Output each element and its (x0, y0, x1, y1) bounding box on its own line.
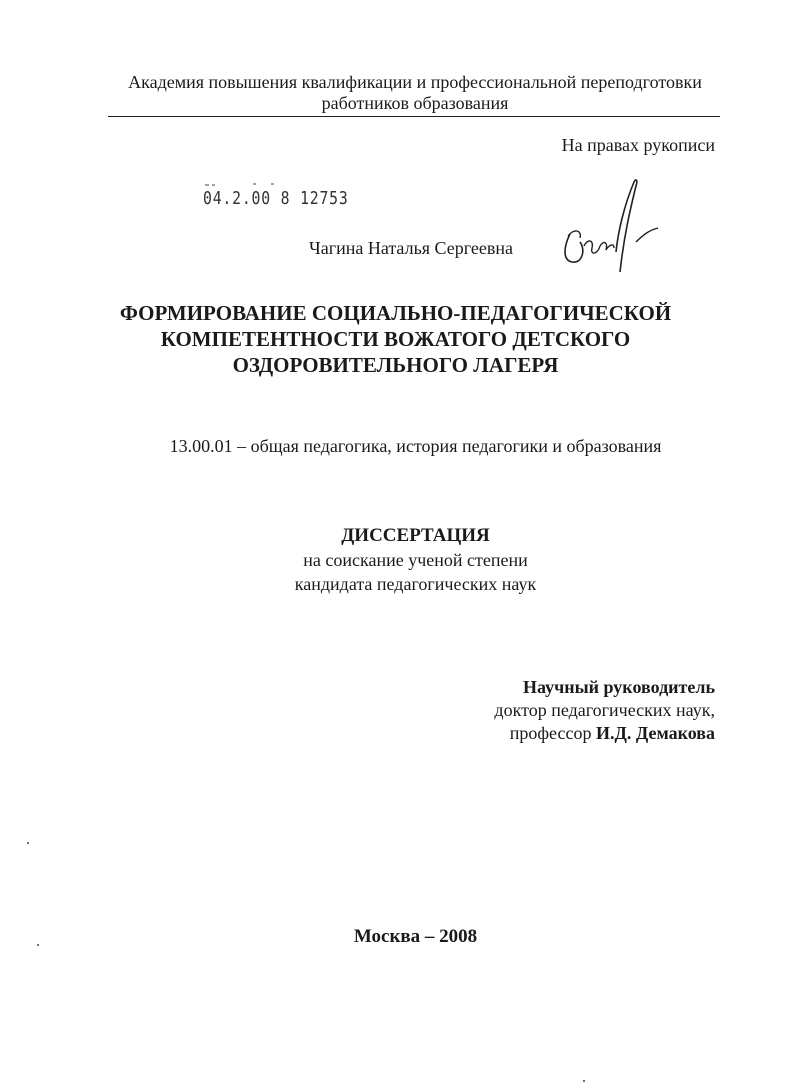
institution-line-1: Академия повышения квалификации и профессиональной переподготовки (128, 72, 702, 92)
scan-speck (37, 944, 39, 946)
dissertation-title (80, 300, 711, 378)
city-year: Москва – 2008 (353, 926, 478, 947)
scan-speck (27, 842, 29, 844)
archive-stamp-number: 04.2.00 8 12753 (203, 188, 349, 209)
stamp-marks-icon (203, 181, 303, 187)
supervisor-rank-name (355, 722, 715, 745)
rights-note: На правах рукописи (561, 135, 715, 155)
institution-underline (108, 116, 720, 117)
institution-line-2: работников образования (321, 93, 509, 113)
signature-icon (556, 176, 666, 276)
degree-line-1: на соискание ученой степени (303, 550, 528, 570)
institution-header (100, 72, 730, 114)
dissertation-heading: ДИССЕРТАЦИЯ (341, 525, 490, 546)
title-line-3: ОЗДОРОВИТЕЛЬНОГО ЛАГЕРЯ (232, 353, 559, 377)
supervisor-heading: Научный руководитель (523, 677, 715, 697)
supervisor-rank: профессор (509, 723, 592, 743)
title-line-1: ФОРМИРОВАНИЕ СОЦИАЛЬНО-ПЕДАГОГИЧЕСКОЙ (119, 301, 672, 325)
title-line-2: КОМПЕТЕНТНОСТИ ВОЖАТОГО ДЕТСКОГО (160, 327, 631, 351)
supervisor-degree: доктор педагогических наук, (494, 700, 715, 720)
degree-line-2: кандидата педагогических наук (294, 574, 537, 594)
supervisor-name: И.Д. Демакова (595, 723, 715, 743)
author-name: Чагина Наталья Сергеевна (309, 238, 514, 258)
scan-speck (583, 1080, 585, 1082)
supervisor-block (355, 676, 715, 745)
specialty-code: 13.00.01 – общая педагогика, история педагогики и образования (169, 436, 662, 456)
